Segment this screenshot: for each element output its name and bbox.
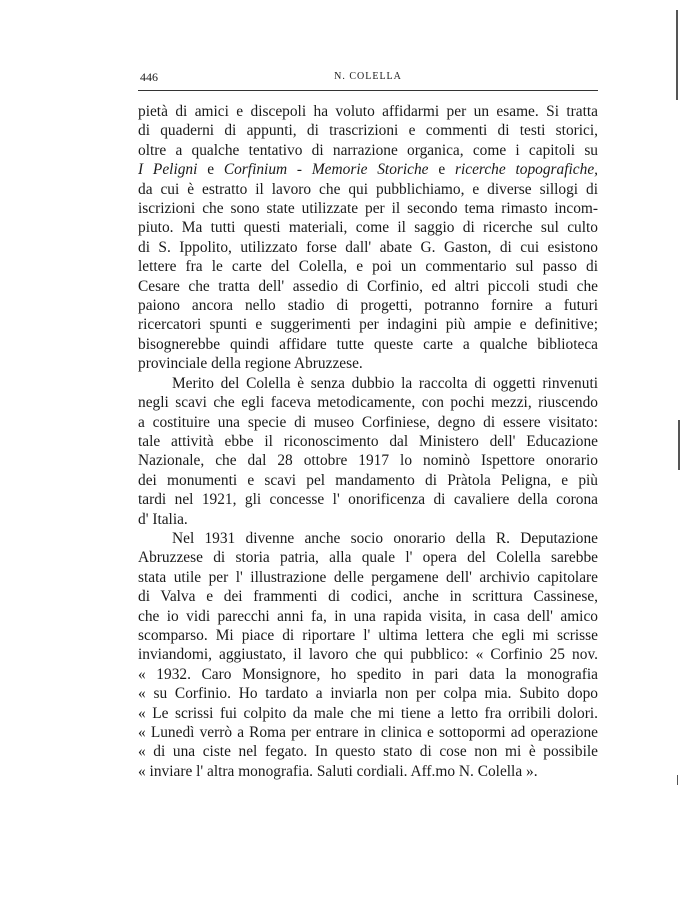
text-run: e [197, 161, 224, 179]
italic-title: I Peligni [138, 161, 198, 179]
text-line: « inviare l' altra monografia. Saluti cordiali. Aff.mo N. Colella ». [138, 762, 538, 780]
text-line: oltre a qualche tentativo di narrazione organica, come i capitoli su [138, 141, 598, 159]
italic-title: Corfinium - Memorie Storiche [223, 161, 429, 179]
text-line: « Lunedì verrò a Roma per entrare in clinica e sottopormi ad operazione [138, 724, 598, 741]
italic-title: ricerche topografiche, [454, 161, 598, 179]
paragraph-1 [138, 102, 598, 374]
text-line: di Valva e dei frammenti di codici, anche in scrittura Cassinese, [138, 588, 598, 606]
page-header [138, 70, 598, 88]
text-line: « 1932. Caro Monsignore, ho spedito in pari data la monografia [138, 665, 598, 683]
text-line: tale attività ebbe il riconoscimento dal Ministero dell' Educazione [138, 432, 598, 450]
text-line: provinciale della regione Abruzzese. [138, 355, 363, 373]
text-line: iscrizioni che sono state utilizzate per il secondo tema rimasto incom- [138, 200, 598, 218]
text-line: a costituire una specie di museo Corfiniese, degno di essere visitato: [138, 413, 598, 431]
text-line: pietà di amici e discepoli ha voluto affidarmi per un esame. Si tratta [138, 103, 598, 120]
text-run: e [428, 161, 455, 179]
text-line: paiono ancora nello stadio di progetti, potranno fornire a futuri [138, 297, 598, 315]
paragraph-3 [138, 529, 598, 781]
text-line: lettere fra le carte del Colella, e poi un commentario sul passo di [138, 258, 598, 276]
text-line: inviandomi, aggiustato, il lavoro che qui pubblico: « Corfinio 25 nov. [138, 646, 598, 664]
page-number: 446 [140, 70, 158, 84]
text-line: ricercatori spunti e suggerimenti per indagini più ampie e definitive; [138, 316, 598, 334]
scan-edge-mark [676, 10, 678, 100]
header-rule [138, 90, 598, 91]
text-line [138, 160, 598, 179]
text-line: dei monumenti e scavi pel mandamento di Pràtola Peligna, e più [138, 471, 598, 489]
scan-edge-mark [677, 775, 678, 785]
text-line: d' Italia. [138, 510, 188, 528]
text-line: di S. Ippolito, utilizzato forse dall' abate G. Gaston, di cui esistono [138, 238, 598, 256]
text-line: piuto. Ma tutti questi materiali, come il saggio di ricerche sul culto [138, 219, 598, 237]
text-line: Merito del Colella è senza dubbio la raccolta di oggetti rinvenuti [172, 374, 598, 392]
text-line: che io vidi parecchi anni fa, in una rapida visita, in casa dell' amico [138, 607, 598, 625]
text-line: stata utile per l' illustrazione delle pergamene dell' archivio capitolare [138, 568, 598, 586]
text-line: da cui è estratto il lavoro che qui pubblichiamo, e diverse sillogi di [138, 180, 598, 198]
text-line: « su Corfinio. Ho tardato a inviarla non per colpa mia. Subito dopo [138, 685, 598, 703]
text-line: negli scavi che egli faceva metodicamente, con pochi mezzi, riuscendo [138, 394, 598, 412]
text-line: « di una ciste nel fegato. In questo stato di cose non mi è possibile [138, 743, 598, 761]
text-line: Cesare che tratta dell' assedio di Corfinio, ed altri piccoli studi che [138, 277, 598, 295]
text-line: Nel 1931 divenne anche socio onorario della R. Deputazione [172, 529, 598, 547]
text-line: di quaderni di appunti, di trascrizioni e commenti di testi storici, [138, 122, 598, 140]
text-line: « Le scrissi fui colpito da male che mi tiene a letto fra orribili dolori. [138, 704, 598, 722]
text-line: Abruzzese di storia patria, alla quale l' opera del Colella sarebbe [138, 549, 598, 567]
text-line: scomparso. Mi piace di riportare l' ultima lettera che egli mi scrisse [138, 626, 598, 644]
running-head: N. COLELLA [334, 71, 402, 82]
scan-edge-mark [678, 420, 680, 470]
paragraph-2 [138, 374, 598, 529]
text-line: tardi nel 1921, gli concesse l' onorificenza di cavaliere della corona [138, 491, 598, 509]
text-line: Nazionale, che dal 28 ottobre 1917 lo nominò Ispettore onorario [138, 452, 598, 470]
body-text [138, 102, 598, 781]
text-line: bisognerebbe quindi affidare tutte queste carte a qualche biblioteca [138, 335, 598, 353]
